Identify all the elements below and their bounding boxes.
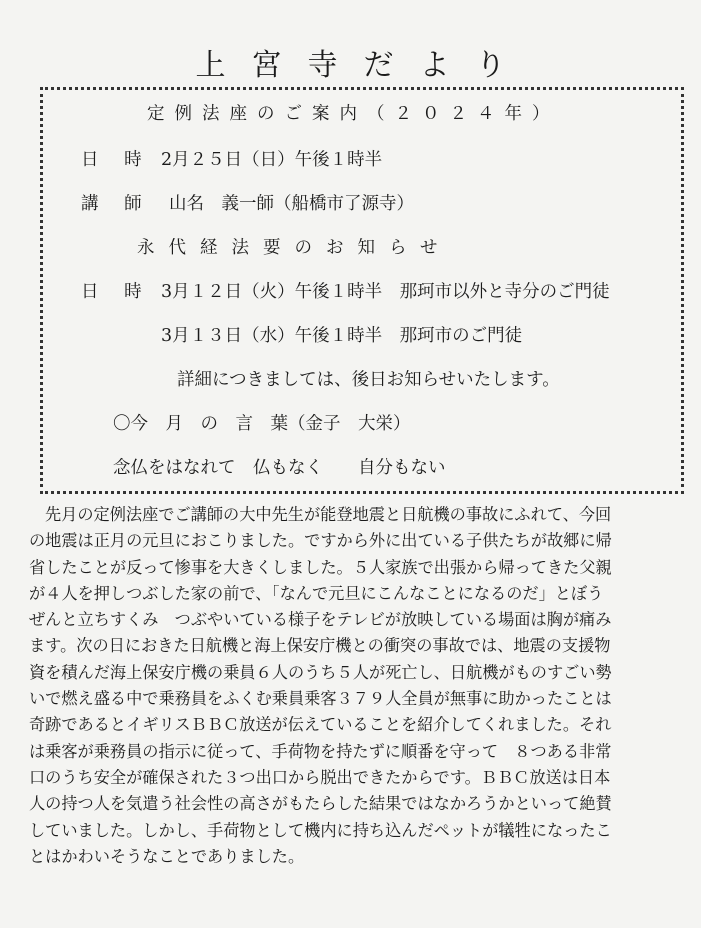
words-quote: 念仏をはなれて 仏もなく 自分もない xyxy=(113,458,446,478)
date-value-3: 3月１３日（水）午後１時半 那珂市のご門徒 xyxy=(161,326,523,346)
article-line: とはかわいそうなことでありました。 xyxy=(29,846,305,866)
article-line: 口のうち安全が確保された３つ出口から脱出できたからです。ＢＢＣ放送は日本 xyxy=(29,767,611,787)
article-line: ます。次の日におきた日航機と海上保安庁機との衝突の事故では、地震の支援物 xyxy=(29,636,611,656)
newsletter-title: 上宮寺だより xyxy=(195,48,532,83)
article-line: 奇跡であるとイギリスＢＢＣ放送が伝えていることを紹介してくれました。それ xyxy=(29,715,612,735)
article-line: していました。しかし、手荷物として機内に持ち込んだペットが犠牲になったこ xyxy=(29,820,612,840)
article-line: 資を積んだ海上保安庁機の乗員６人のうち５人が死亡し、日航機がものすごい勢 xyxy=(29,662,612,682)
article-line: いで燃え盛る中で乗務員をふくむ乗員乗客３７９人全員が無事に助かったことは xyxy=(29,689,612,709)
lecturer-value: 山名 義一師（船橋市了源寺） xyxy=(169,194,414,214)
article-line: 省したことが反って惨事を大きくしました。５人家族で出張から帰ってきた父親 xyxy=(29,557,612,577)
date-value-2: 3月１２日（火）午後１時半 那珂市以外と寺分のご門徒 xyxy=(161,282,610,302)
date-label-1: 日 時 xyxy=(81,150,152,170)
details-note: 詳細につきましては、後日お知らせいたします。 xyxy=(177,370,560,390)
memorial-heading: 永代経法要のお知らせ xyxy=(137,238,452,258)
article-line: は乗客が乗務員の指示に従って、手荷物を持たずに順番を守って ８つある非常 xyxy=(29,741,612,761)
article-line: ぜんと立ちすくみ つぶやいている様子をテレビが放映している場面は胸が痛み xyxy=(29,610,612,630)
lecturer-label: 講 師 xyxy=(81,194,152,214)
date-value-1: 2月２５日（日）午後１時半 xyxy=(161,150,383,170)
article-body xyxy=(29,502,673,870)
article-line: が４人を押しつぶした家の前で、「なんで元旦にこんなことになるのだ」とぼう xyxy=(29,583,604,603)
article-line: 人の持つ人を気遣う社会性の高さがもたらした結果ではなかろうかといって絶賛 xyxy=(29,794,612,814)
notice-heading: 定例法座のご案内（２０２４年） xyxy=(147,104,560,124)
article-line: の地震は正月の元旦におこりました。ですから外に出ている子供たちが故郷に帰 xyxy=(29,531,612,551)
notice-box xyxy=(40,87,684,494)
date-label-2: 日 時 xyxy=(81,282,152,302)
article-line: 先月の定例法座でご講師の大中先生が能登地震と日航機の事故にふれて、今回 xyxy=(45,505,612,524)
words-heading: 〇今 月 の 言 葉（金子 大栄） xyxy=(113,414,411,434)
